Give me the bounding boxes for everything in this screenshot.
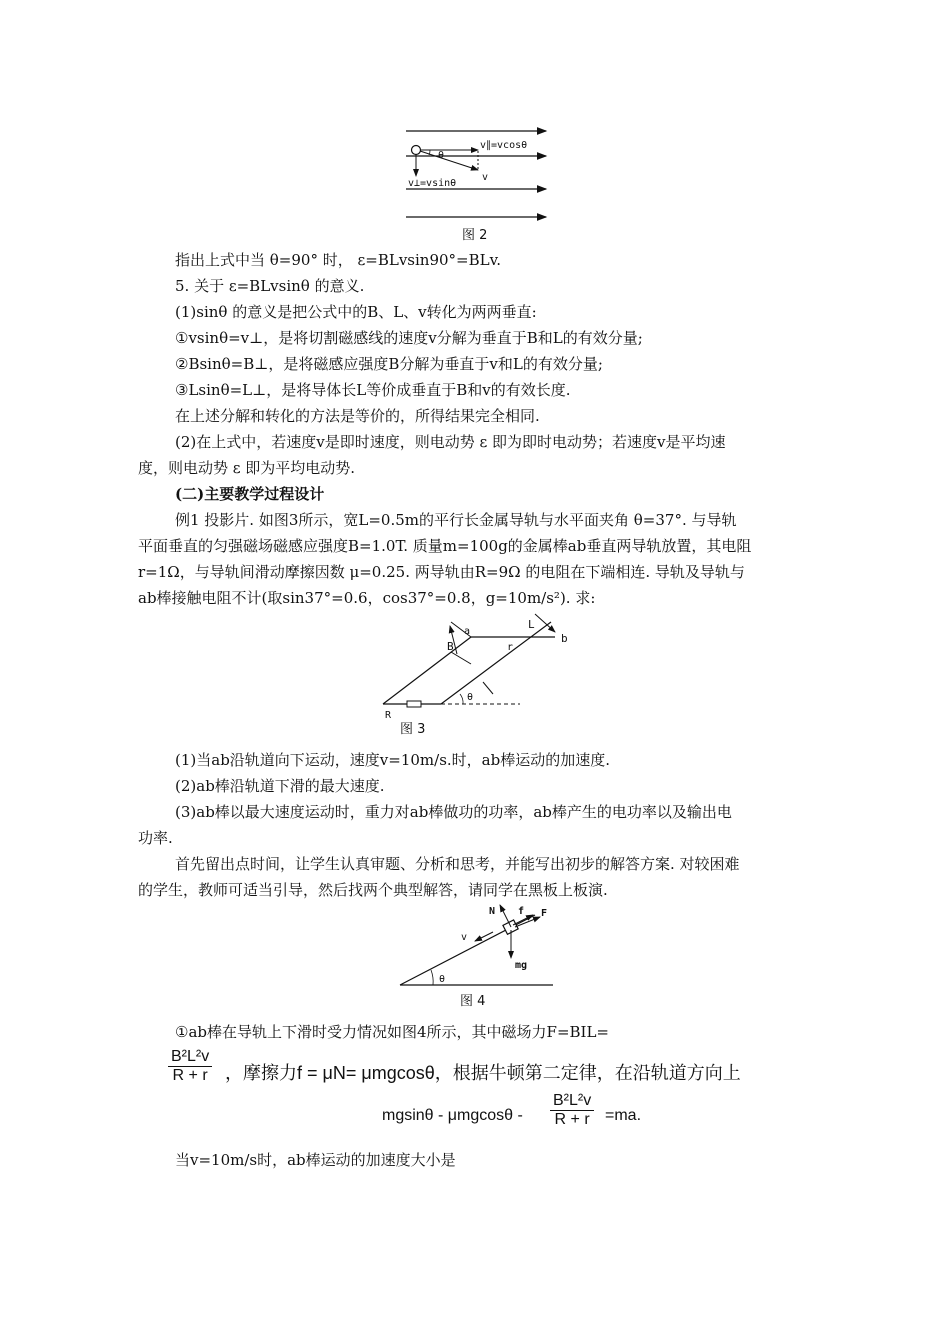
equation-right: =ma.	[605, 1107, 642, 1124]
fig4-theta-label: θ	[439, 974, 446, 985]
fig4-v-label: v	[461, 932, 468, 943]
equation-left: mgsinθ - μmgcosθ -	[382, 1107, 523, 1124]
text-line-7: 在上述分解和转化的方法是等价的，所得结果完全相同.	[175, 407, 540, 425]
figure-3-diagram	[375, 612, 585, 722]
text-line-3: (1)sinθ 的意义是把公式中的B、L、v转化为两两垂直:	[175, 303, 537, 321]
text-line-14: ab棒接触电阻不计(取sin37°=0.6，cos37°=0.8，g=10m/s²). 求:	[138, 589, 596, 607]
equation-fraction	[550, 1092, 594, 1129]
fraction-numerator: B²L²v	[171, 1048, 210, 1065]
text-line-22: ，摩擦力f = μN= μmgcosθ，根据牛顿第二定律，在沿轨道方向上	[225, 1063, 741, 1083]
equation-fraction-numerator: B²L²v	[553, 1092, 592, 1109]
figure-3-caption: 图 3	[400, 722, 426, 737]
section-heading: (二)主要教学过程设计	[175, 485, 325, 503]
fig4-F-label: F	[541, 908, 548, 919]
fig3-theta-label: θ	[467, 692, 474, 703]
fraction-denominator: R + r	[168, 1066, 212, 1085]
fig2-vpar-label: v∥=vcosθ	[480, 140, 528, 151]
text-line-16: (2)ab棒沿轨道下滑的最大速度.	[175, 777, 385, 795]
text-line-17: (3)ab棒以最大速度运动时，重力对ab棒做功的功率，ab棒产生的电功率以及输出电	[175, 803, 732, 821]
figure-2-diagram	[400, 120, 560, 230]
fig4-f-label: f	[518, 906, 525, 917]
text-line-15: (1)当ab沿轨道向下运动，速度v=10m/s.时，ab棒运动的加速度.	[175, 751, 610, 769]
text-line-19: 首先留出点时间，让学生认真审题、分析和思考，并能写出初步的解答方案. 对较困难	[175, 855, 740, 873]
figure-2-caption: 图 2	[462, 228, 488, 243]
fig3-b-label: b	[561, 632, 568, 645]
fig4-N-label: N	[489, 906, 496, 917]
text-line-5: ②Bsinθ=B⊥，是将磁感应强度B分解为垂直于v和L的有效分量;	[175, 355, 603, 373]
fig3-r-label: r	[507, 642, 514, 653]
text-line-4: ①vsinθ=v⊥，是将切割磁感线的速度v分解为垂直于B和L的有效分量;	[175, 329, 643, 347]
text-line-11: 例1 投影片. 如图3所示，宽L=0.5m的平行长金属导轨与水平面夹角 θ=37°. 与导轨	[175, 511, 737, 529]
figure-4-caption: 图 4	[460, 994, 486, 1009]
text-line-2: 5. 关于 ε=BLvsinθ 的意义.	[175, 277, 365, 295]
text-line-8: (2)在上式中，若速度v是即时速度，则电动势 ε 即为即时电动势；若速度v是平均速	[175, 433, 726, 451]
text-line-12: 平面垂直的匀强磁场磁感应强度B=1.0T. 质量m=100g的金属棒ab垂直两导轨放置，其电阻	[138, 537, 752, 555]
text-line-9: 度，则电动势 ε 即为平均电动势.	[138, 459, 356, 477]
fig2-v-label: v	[482, 172, 489, 183]
fig3-B-label: B	[447, 640, 454, 653]
text-line-23: 当v=10m/s时，ab棒运动的加速度大小是	[175, 1151, 456, 1169]
fig2-vperp-label: v⊥=vsinθ	[408, 178, 457, 189]
fig3-L-label: L	[528, 618, 535, 631]
fig4-mg-label: mg	[515, 960, 528, 971]
fig2-theta-label: θ	[438, 150, 445, 161]
text-line-21: ①ab棒在导轨上下滑时受力情况如图4所示，其中磁场力F=BIL=	[175, 1023, 609, 1041]
text-line-6: ③Lsinθ=L⊥，是将导体长L等价成垂直于B和v的有效长度.	[175, 381, 571, 399]
text-line-18: 功率.	[138, 829, 173, 847]
figure-4-diagram	[395, 900, 560, 992]
equation-fraction-denominator: R + r	[550, 1110, 594, 1129]
text-line-1: 指出上式中当 θ=90° 时， ε=BLvsin90°=BLv.	[175, 251, 502, 269]
fraction-b2l2v-over-r	[168, 1048, 212, 1085]
text-line-13: r=1Ω，与导轨间滑动摩擦因数 μ=0.25. 两导轨由R=9Ω 的电阻在下端相连. 导轨及导轨与	[138, 563, 745, 581]
text-line-20: 的学生，教师可适当引导，然后找两个典型解答，请同学在黑板上板演.	[138, 881, 608, 899]
fig3-R-label: R	[385, 710, 392, 721]
fig3-a-label: a	[464, 626, 471, 637]
